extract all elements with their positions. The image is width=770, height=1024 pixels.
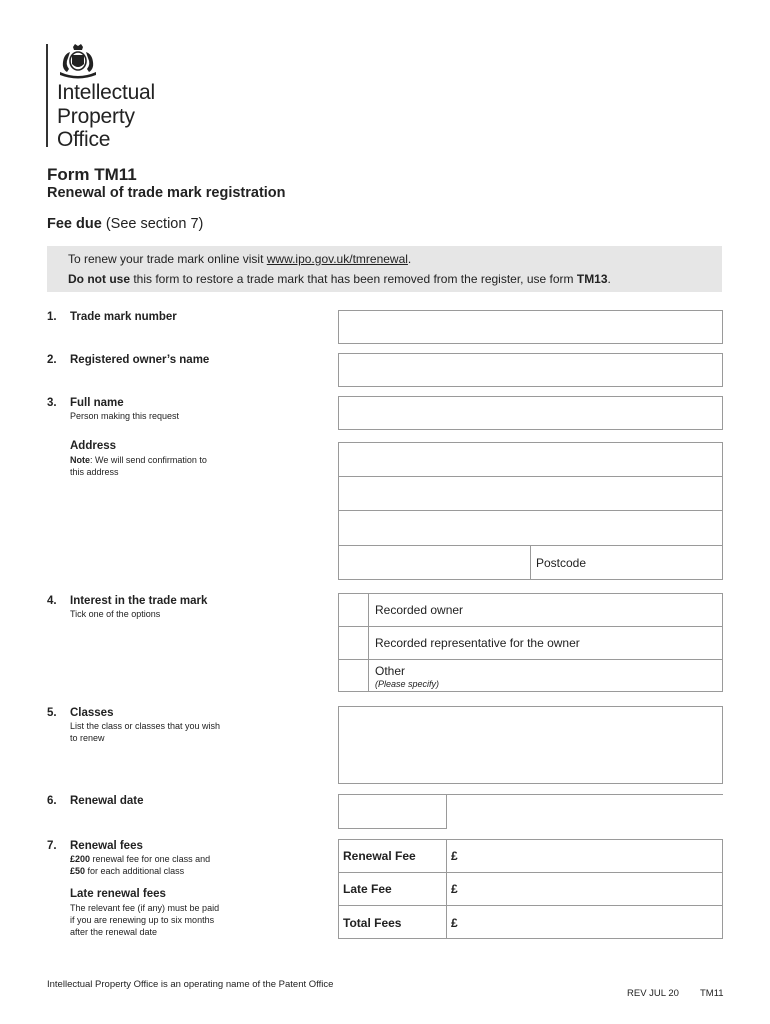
section-6-label: Renewal date	[70, 795, 144, 807]
address-line-2-field[interactable]	[339, 477, 722, 510]
renewal-fee-currency: £	[451, 849, 458, 863]
address-line-1-field[interactable]	[339, 443, 722, 476]
section-6-number: 6.	[47, 795, 57, 807]
total-fees-currency: £	[451, 916, 458, 930]
late-fee-label: Late Fee	[343, 882, 392, 896]
postcode-label: Postcode	[536, 556, 587, 570]
late-fees-label: Late renewal fees	[70, 888, 166, 900]
option-recorded-representative: Recorded representative for the owner	[375, 636, 580, 650]
owner-name-field[interactable]	[338, 353, 723, 387]
divider	[446, 794, 723, 795]
address-line-4-field[interactable]	[339, 546, 529, 579]
late-fee-currency: £	[451, 882, 458, 896]
trade-mark-number-field[interactable]	[338, 310, 723, 344]
divider	[368, 593, 369, 692]
postcode-field[interactable]	[595, 546, 722, 579]
option-other: Other	[375, 664, 406, 678]
section-5-number: 5.	[47, 707, 57, 719]
total-fees-label: Total Fees	[343, 916, 402, 930]
renewal-date-field[interactable]	[338, 794, 447, 829]
divider	[446, 839, 447, 939]
recorded-representative-checkbox[interactable]	[339, 627, 368, 659]
late-fees-info: The relevant fee (if any) must be paid if you are renewing up to six months after the renewal date	[70, 903, 220, 937]
section-3-label: Full name	[70, 397, 124, 409]
footer-note: Intellectual Property Office is an operating name of the Patent Office	[47, 979, 334, 990]
logo-divider	[46, 44, 48, 147]
section-3-hint: Person making this request	[70, 411, 180, 421]
recorded-owner-checkbox[interactable]	[339, 594, 368, 626]
section-4-label: Interest in the trade mark	[70, 595, 208, 607]
notice-panel	[47, 246, 722, 292]
address-line-3-field[interactable]	[339, 511, 722, 544]
option-recorded-owner: Recorded owner	[375, 603, 464, 617]
section-2-label: Registered owner’s name	[70, 354, 210, 366]
full-name-field[interactable]	[338, 396, 723, 430]
late-fee-field[interactable]	[463, 873, 722, 905]
section-5-label: Classes	[70, 707, 114, 719]
form-code: TM11	[700, 988, 724, 999]
renewal-fee-label: Renewal Fee	[343, 849, 416, 863]
other-hint: (Please specify)	[375, 679, 440, 689]
renewal-fee-info: £200 renewal fee for one class and £50 for each additional class	[70, 854, 211, 876]
address-label: Address	[70, 440, 117, 452]
section-1-number: 1.	[47, 311, 57, 323]
total-fees-field[interactable]	[463, 906, 722, 938]
form-title: Form TM11	[47, 165, 137, 184]
fee-due: Fee due (See section 7)	[47, 216, 204, 232]
divider	[338, 626, 723, 627]
section-5-hint: List the class or classes that you wish to renew	[70, 721, 221, 743]
section-4-hint: Tick one of the options	[70, 609, 161, 619]
section-2-number: 2.	[47, 354, 57, 366]
renewal-link[interactable]: www.ipo.gov.uk/tmrenewal	[266, 252, 408, 266]
address-note: Note: We will send confirmation to this address	[70, 455, 207, 477]
section-3-number: 3.	[47, 397, 57, 409]
revision-label: REV JUL 20	[627, 988, 679, 999]
renewal-fee-field[interactable]	[463, 840, 722, 872]
royal-crest-icon	[56, 42, 100, 80]
section-7-number: 7.	[47, 840, 57, 852]
notice-online-line: To renew your trade mark online visit www.ipo.gov.uk/tmrenewal.	[68, 252, 412, 266]
divider	[530, 545, 531, 580]
section-1-label: Trade mark number	[70, 311, 177, 323]
organisation-name: Intellectual Property Office	[57, 81, 155, 151]
section-4-number: 4.	[47, 595, 57, 607]
divider	[338, 659, 723, 660]
form-subtitle: Renewal of trade mark registration	[47, 185, 286, 201]
other-checkbox[interactable]	[339, 660, 368, 691]
notice-warning-line: Do not use this form to restore a trade mark that has been removed from the register, use form TM13.	[68, 272, 611, 286]
section-7-label: Renewal fees	[70, 840, 143, 852]
classes-field[interactable]	[338, 706, 723, 784]
